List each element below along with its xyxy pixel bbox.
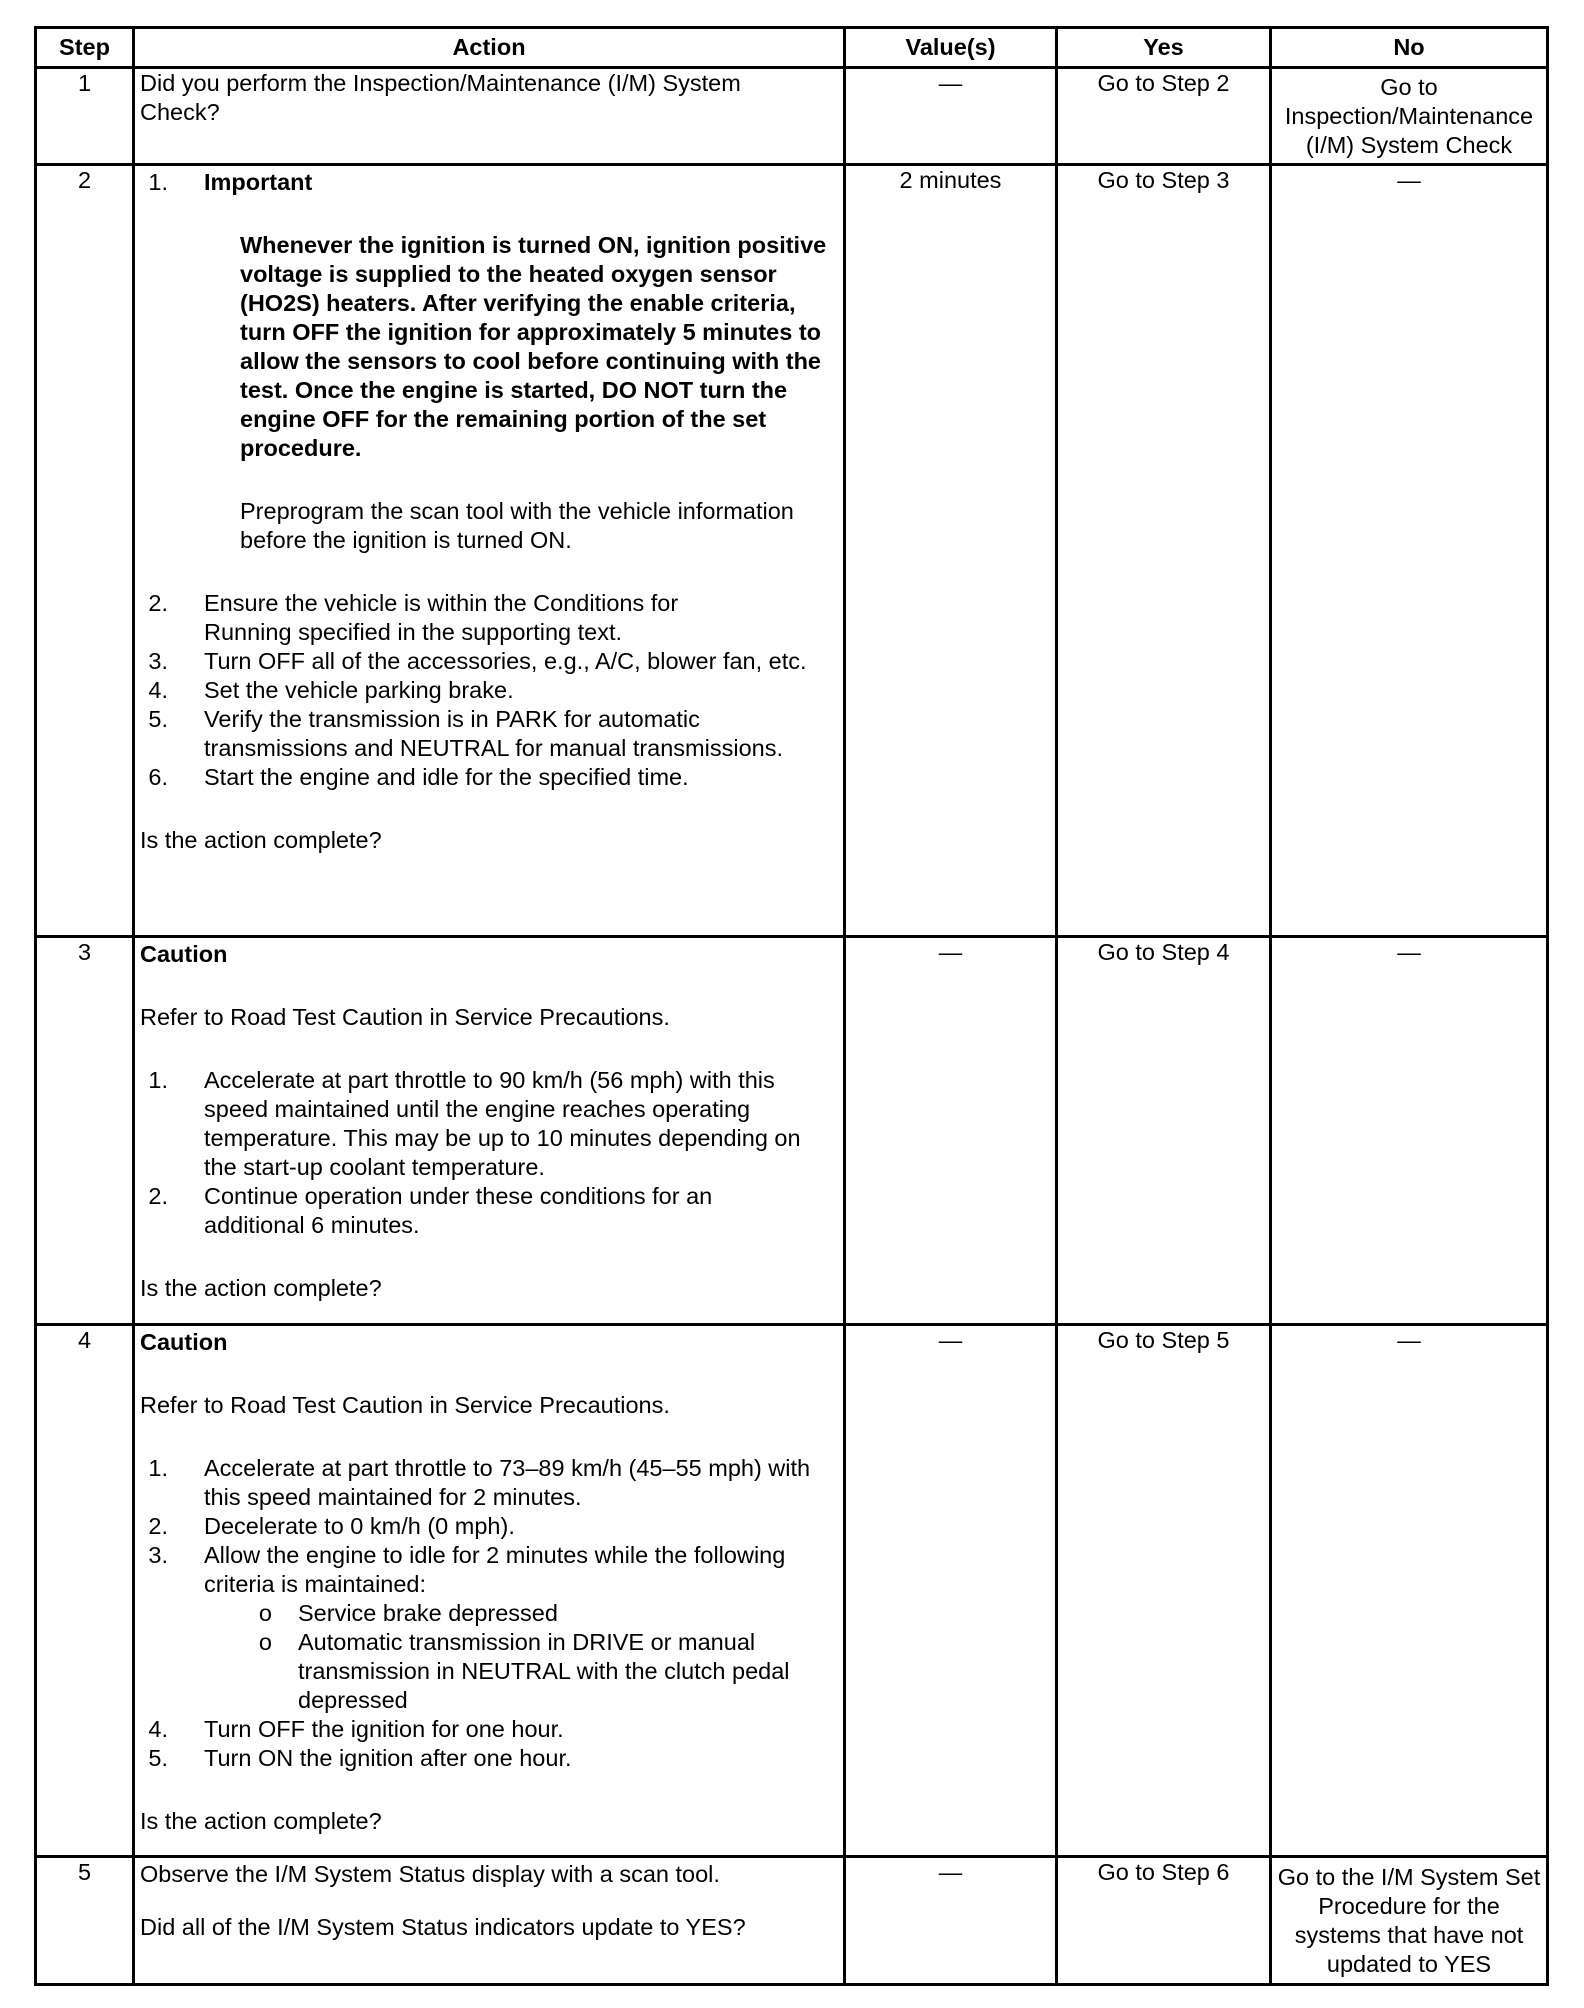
action-question: Did all of the I/M System Status indicators update to YES?: [140, 1914, 746, 1940]
step-number: 4: [36, 1325, 134, 1857]
yes-cell: Go to Step 3: [1057, 165, 1271, 937]
list-text: Start the engine and idle for the specified time.: [204, 764, 689, 790]
list-item: [140, 647, 838, 676]
list-number: 5.: [148, 706, 168, 732]
list-text: Turn ON the ignition after one hour.: [204, 1745, 572, 1771]
sub-list-item: [140, 1628, 838, 1715]
action-question: Did you perform the Inspection/Maintenance (I/M) System Check?: [140, 70, 741, 125]
value-cell: 2 minutes: [845, 165, 1057, 937]
action-question: Is the action complete?: [140, 1808, 382, 1834]
list-text: Accelerate at part throttle to 73–89 km/h (45–55 mph) with this speed maintained for 2 minutes.: [204, 1455, 811, 1510]
step-number: 2: [36, 165, 134, 937]
list-number: 1.: [148, 1455, 168, 1481]
yes-cell: Go to Step 6: [1057, 1857, 1271, 1985]
value-cell: —: [845, 1857, 1057, 1985]
list-item: [140, 1512, 838, 1541]
list-number: 4.: [148, 677, 168, 703]
list-item: [140, 1715, 838, 1744]
list-text: Turn OFF all of the accessories, e.g., A/C, blower fan, etc.: [204, 648, 807, 674]
important-item: [140, 168, 838, 197]
observe-text: Observe the I/M System Status display with a scan tool.: [140, 1861, 720, 1887]
yes-cell: Go to Step 5: [1057, 1325, 1271, 1857]
important-label: Important: [204, 169, 313, 195]
sub-list-text: Service brake depressed: [298, 1600, 558, 1626]
list-item: [140, 1066, 838, 1182]
list-number: 3.: [148, 648, 168, 674]
no-cell: Go to the I/M System Set Procedure for the systems that have not updated to YES: [1271, 1857, 1548, 1985]
list-item: [140, 763, 838, 792]
step-number: 1: [36, 68, 134, 165]
list-text: Set the vehicle parking brake.: [204, 677, 514, 703]
list-number: 1.: [148, 1067, 168, 1093]
list-item: [140, 1541, 838, 1599]
list-text: Allow the engine to idle for 2 minutes while the following criteria is maintained:: [204, 1542, 786, 1597]
list-number: 2.: [148, 1513, 168, 1539]
action-question: Is the action complete?: [140, 827, 382, 853]
no-cell: Go to Inspection/Maintenance (I/M) System Check: [1271, 68, 1548, 165]
step-number: 5: [36, 1857, 134, 1985]
value-cell: —: [845, 1325, 1057, 1857]
list-text: Decelerate to 0 km/h (0 mph).: [204, 1513, 515, 1539]
list-text: Continue operation under these conditions for an additional 6 minutes.: [204, 1183, 713, 1238]
yes-cell: Go to Step 4: [1057, 937, 1271, 1325]
no-cell: —: [1271, 1325, 1548, 1857]
list-number: 6.: [148, 764, 168, 790]
list-number: 4.: [148, 1716, 168, 1742]
header-yes: Yes: [1057, 28, 1271, 68]
header-no: No: [1271, 28, 1548, 68]
step-row-4: [36, 1325, 1548, 1857]
action-cell: [134, 937, 845, 1325]
sub-list-item: [140, 1599, 838, 1628]
list-text: Ensure the vehicle is within the Conditions for Running specified in the supporting text.: [204, 590, 679, 645]
list-item: [140, 1182, 838, 1240]
header-action: Action: [134, 28, 845, 68]
step-row-2: [36, 165, 1548, 937]
step-row-5: [36, 1857, 1548, 1985]
list-number: 5.: [148, 1745, 168, 1771]
header-step: Step: [36, 28, 134, 68]
list-number: 3.: [148, 1542, 168, 1568]
action-question: Is the action complete?: [140, 1275, 382, 1301]
list-item: [140, 705, 838, 763]
caution-text: Refer to Road Test Caution in Service Precautions.: [140, 1392, 670, 1418]
important-note: Preprogram the scan tool with the vehicle information before the ignition is turned ON.: [240, 498, 794, 553]
action-cell: [134, 1325, 845, 1857]
caution-text: Refer to Road Test Caution in Service Precautions.: [140, 1004, 670, 1030]
list-item: [140, 589, 838, 647]
value-cell: —: [845, 68, 1057, 165]
list-number: 2.: [148, 1183, 168, 1209]
bullet: o: [258, 1629, 272, 1655]
step-row-1: [36, 68, 1548, 165]
step-number: 3: [36, 937, 134, 1325]
list-item: [140, 676, 838, 705]
procedure-table: [34, 26, 1549, 1986]
caution-label: Caution: [140, 1329, 228, 1355]
no-cell: —: [1271, 165, 1548, 937]
yes-cell: Go to Step 2: [1057, 68, 1271, 165]
list-text: Verify the transmission is in PARK for automatic transmissions and NEUTRAL for manual transmissions.: [204, 706, 783, 761]
important-text: Whenever the ignition is turned ON, ignition positive voltage is supplied to the heated oxygen sensor (HO2S) heaters. After verifying the enable criteria, turn OFF the ignition for approximately 5 minutes to allow the sensors to cool before continuing with the test. Once the engine is started, DO NOT turn the engine OFF for the remaining portion of the set procedure.: [240, 232, 827, 461]
list-item: [140, 1454, 838, 1512]
step-row-3: [36, 937, 1548, 1325]
list-number: 1.: [148, 169, 168, 195]
value-cell: —: [845, 937, 1057, 1325]
no-cell: —: [1271, 937, 1548, 1325]
header-row: [36, 28, 1548, 68]
action-cell: [134, 165, 845, 937]
list-item: [140, 1744, 838, 1773]
list-number: 2.: [148, 590, 168, 616]
list-text: Turn OFF the ignition for one hour.: [204, 1716, 564, 1742]
header-values: Value(s): [845, 28, 1057, 68]
list-text: Accelerate at part throttle to 90 km/h (56 mph) with this speed maintained until the engine reaches operating temperature. This may be up to 10 minutes depending on the start-up coolant temperature.: [204, 1067, 801, 1180]
bullet: o: [258, 1600, 272, 1626]
sub-list-text: Automatic transmission in DRIVE or manual transmission in NEUTRAL with the clutch pedal depressed: [298, 1629, 790, 1713]
action-cell: [134, 1857, 845, 1985]
action-cell: [134, 68, 845, 165]
caution-label: Caution: [140, 941, 228, 967]
